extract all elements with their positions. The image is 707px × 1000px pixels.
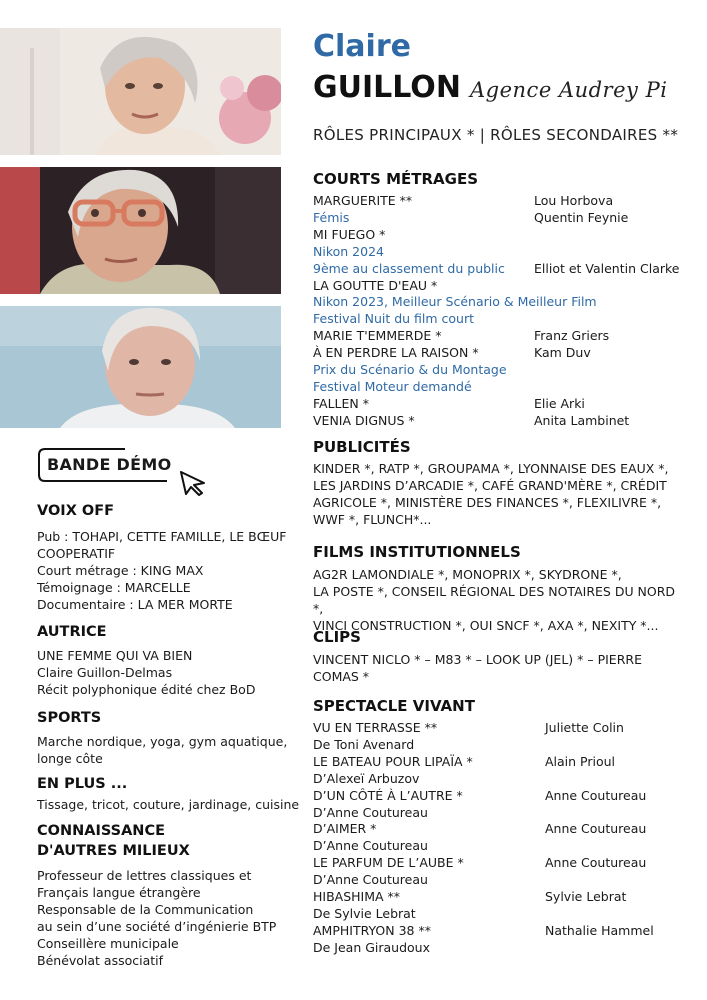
role-title: 9ème au classement du public xyxy=(313,260,505,276)
text-line: LA POSTE *, CONSEIL RÉGIONAL DES NOTAIRES DU NORD *, xyxy=(313,584,676,616)
role-title: MARIE T'EMMERDE * xyxy=(313,328,442,344)
list-item: Court métrage : KING MAX xyxy=(37,563,204,578)
role-title: MI FUEGO * xyxy=(313,226,386,242)
role-title: LA GOUTTE D'EAU * xyxy=(313,277,438,293)
role-title: D’AIMER * xyxy=(313,821,377,837)
text-line: COMAS * xyxy=(313,669,370,684)
text-line: AG2R LAMONDIALE *, MONOPRIX *, SKYDRONE *, xyxy=(313,567,622,582)
cursor-icon xyxy=(178,470,208,496)
director-name: Anita Lambinet xyxy=(534,412,630,428)
text-line: KINDER *, RATP *, GROUPAMA *, LYONNAISE DES EAUX *, xyxy=(313,461,669,476)
role-title: VENIA DIGNUS * xyxy=(313,412,415,428)
list-item: Récit polyphonique édité chez BoD xyxy=(37,682,256,697)
voix-off-list xyxy=(37,528,287,613)
director-name: Lou Horbova xyxy=(534,193,614,208)
list-item: Claire Guillon-Delmas xyxy=(37,665,173,680)
director-name: Kam Duv xyxy=(534,345,591,361)
director-name: Anne Coutureau xyxy=(545,855,647,871)
first-name: Claire xyxy=(313,29,411,64)
role-title: Fémis xyxy=(313,209,350,225)
list-item: Bénévolat associatif xyxy=(37,953,164,968)
autrice-list xyxy=(37,647,287,698)
role-title: VU EN TERRASSE ** xyxy=(313,720,438,735)
list-item: Pub : TOHAPI, CETTE FAMILLE, LE BŒUF xyxy=(37,529,287,544)
text-line: AGRICOLE *, MINISTÈRE DES FINANCES *, FLEXILIVRE *, xyxy=(313,495,662,510)
courts-metrages-title: COURTS MÉTRAGES xyxy=(313,170,478,188)
clips-title: CLIPS xyxy=(313,628,361,646)
director-name: Franz Griers xyxy=(534,328,610,344)
spectacle-vivant-title: SPECTACLE VIVANT xyxy=(313,697,475,715)
role-title: De Sylvie Lebrat xyxy=(313,905,416,921)
demo-reel-button[interactable]: BANDE DÉMO xyxy=(47,455,172,474)
role-title: D’Alexeï Arbuzov xyxy=(313,770,420,786)
director-name: Elliot et Valentin Clarke xyxy=(534,260,680,276)
list-item: COOPERATIF xyxy=(37,546,116,561)
headshot-photo-1 xyxy=(0,28,281,155)
headshot-photo-3 xyxy=(0,306,281,428)
text-line: LES JARDINS D’ARCADIE *, CAFÉ GRAND'MÈRE *, CRÉDIT xyxy=(313,478,667,493)
en-plus-list xyxy=(37,796,300,813)
role-title: De Jean Giraudoux xyxy=(313,939,431,955)
role-title: De Toni Avenard xyxy=(313,736,415,752)
films-institutionnels-title: FILMS INSTITUTIONNELS xyxy=(313,543,521,561)
role-title: À EN PERDRE LA RAISON * xyxy=(313,345,479,361)
last-name: GUILLON xyxy=(313,70,461,105)
connaissance-list xyxy=(37,867,287,969)
voix-off-title: VOIX OFF xyxy=(37,503,115,519)
list-item: Marche nordique, yoga, gym aquatique, xyxy=(37,734,288,749)
text-line: WWF *, FLUNCH*... xyxy=(313,512,432,527)
director-name: Sylvie Lebrat xyxy=(545,889,627,904)
role-title: Festival Nuit du film court xyxy=(313,311,475,327)
text-line: VINCENT NICLO * – M83 * – LOOK UP (JEL) * – PIERRE xyxy=(313,652,642,667)
publicites-list xyxy=(313,460,683,528)
connaissance-title-2: D'AUTRES MILIEUX xyxy=(37,843,190,859)
list-item: longe côte xyxy=(37,751,103,766)
role-title: D’Anne Coutureau xyxy=(313,872,428,888)
list-item: Professeur de lettres classiques et xyxy=(37,868,252,883)
clips-list xyxy=(313,651,683,685)
films-institutionnels-list xyxy=(313,566,683,634)
role-title: D’Anne Coutureau xyxy=(313,838,428,854)
list-item: Documentaire : LA MER MORTE xyxy=(37,597,233,612)
list-item: Responsable de la Communication xyxy=(37,902,254,917)
connaissance-title: CONNAISSANCE xyxy=(37,823,165,839)
role-title: Prix du Scénario & du Montage xyxy=(313,362,507,377)
director-name: Anne Coutureau xyxy=(545,821,647,837)
role-title: FALLEN * xyxy=(313,395,369,411)
roles-legend: RÔLES PRINCIPAUX * | RÔLES SECONDAIRES ** xyxy=(313,126,679,144)
role-title: D’Anne Coutureau xyxy=(313,804,428,820)
en-plus-title: EN PLUS ... xyxy=(37,776,128,792)
list-item: Témoignage : MARCELLE xyxy=(37,580,191,595)
sports-list xyxy=(37,733,287,767)
role-title: MARGUERITE ** xyxy=(313,193,413,208)
autrice-title: AUTRICE xyxy=(37,624,107,640)
role-title: Nikon 2024 xyxy=(313,243,384,259)
director-name: Alain Prioul xyxy=(545,753,616,769)
director-name: Nathalie Hammel xyxy=(545,922,654,938)
agency-name: Agence Audrey Pi xyxy=(470,78,668,102)
director-name: Elie Arki xyxy=(534,395,585,411)
role-title: Festival Moteur demandé xyxy=(313,378,472,394)
text-line: VINCI CONSTRUCTION *, OUI SNCF *, AXA *, NEXITY *... xyxy=(313,618,659,633)
publicites-title: PUBLICITÉS xyxy=(313,438,411,456)
role-title: LE PARFUM DE L’AUBE * xyxy=(313,855,464,871)
director-name: Juliette Colin xyxy=(545,720,624,735)
role-title: LE BATEAU POUR LIPAÏA * xyxy=(313,753,473,769)
director-name: Quentin Feynie xyxy=(534,209,629,225)
list-item: au sein d’une société d’ingénierie BTP xyxy=(37,919,277,934)
role-title: HIBASHIMA ** xyxy=(313,889,401,904)
headshot-photo-2 xyxy=(0,167,281,294)
list-item: UNE FEMME QUI VA BIEN xyxy=(37,648,193,663)
role-title: D’UN CÔTÉ À L’AUTRE * xyxy=(313,787,463,803)
sports-title: SPORTS xyxy=(37,710,102,726)
list-item: Conseillère municipale xyxy=(37,936,179,951)
role-title: AMPHITRYON 38 ** xyxy=(313,922,431,938)
director-name: Anne Coutureau xyxy=(545,787,647,803)
role-title: Nikon 2023, Meilleur Scénario & Meilleur Film xyxy=(313,294,597,310)
list-item: Français langue étrangère xyxy=(37,885,201,900)
list-item: Tissage, tricot, couture, jardinage, cuisine xyxy=(37,797,300,812)
